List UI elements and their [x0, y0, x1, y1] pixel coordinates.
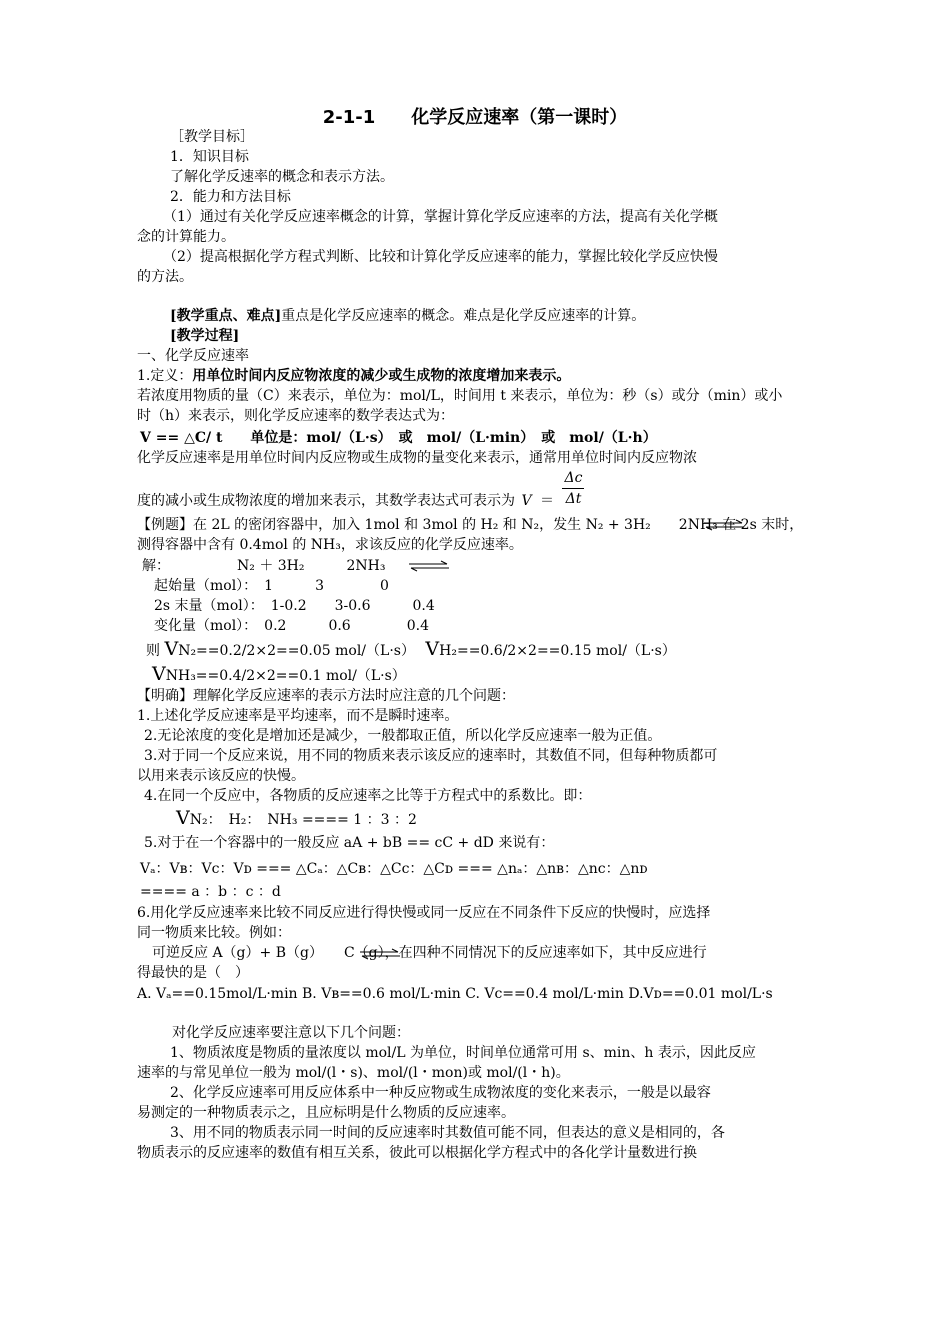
reversible-line-2: 得最快的是（ ） — [137, 965, 249, 981]
key-points-paragraph — [170, 306, 850, 326]
rate-nh3: NH₃==0.4/2×2==0.1 mol/（L·s） — [165, 668, 406, 684]
table-row-2s: 2s 末量（mol）： 1-0.2 3-0.6 0.4 — [154, 598, 435, 614]
point-5-equation-2: ==== a ：b ：c ：d — [140, 884, 281, 900]
point-6-line-1: 6.用化学反应速率来比较不同反应进行得快慢或同一反应在不同条件下反应的快慢时，应选择 — [137, 905, 711, 921]
units-line-2: 时（h）来表示，则化学反应速率的数学表达式为： — [137, 408, 455, 424]
reversible-line-1: 可逆反应 A（g）+ B（g） C（g），在四种不同情况下的反应速率如下，其中反应进行 — [152, 945, 707, 961]
point-5-equation: Vₐ：Vв：Vc：Vᴅ === △Cₐ：△Cв：△Cc：△Cᴅ === △nₐ：△nв：△nc：△nᴅ — [140, 861, 648, 877]
point-1: 1.上述化学反应速率是平均速率，而不是瞬时速率。 — [137, 708, 459, 724]
units-line-1: 若浓度用物质的量（C）来表示，单位为：mol/L，时间用 t 来表示，单位为：秒（s）或分（min）或小 — [137, 388, 783, 404]
process-label: [教学过程] — [170, 328, 240, 344]
objective-2-item-1-line-2: 念的计算能力。 — [137, 229, 235, 245]
rate-v-3: V — [152, 663, 166, 685]
solution-label: 解： — [142, 558, 170, 574]
rate-then: 则 — [146, 643, 165, 659]
equation-v: V — [521, 492, 532, 509]
equation-denominator: Δt — [565, 491, 582, 507]
rate-n2: N₂==0.2/2×2==0.05 mol/（L·s） — [178, 643, 415, 659]
note-3-line-1: 3、用不同的物质表示同一时间的反应速率时其数值可能不同，但表达的意义是相同的，各 — [170, 1125, 725, 1141]
key-points-label: [教学重点、难点] — [170, 308, 282, 324]
equation-equals: ＝ — [540, 492, 555, 509]
equation-numerator: Δc — [562, 468, 584, 489]
rate-formula: V == △C/ t 单位是：mol/（L·s） 或 mol/（L·min） 或 mol/（L·h） — [140, 430, 657, 446]
ratio-line — [176, 808, 856, 830]
note-1-line-1: 1、物质浓度是物质的量浓度以 mol/L 为单位，时间单位通常可用 s、min、h 表示，因此反应 — [170, 1045, 756, 1061]
point-2: 2.无论浓度的变化是增加还是减少，一般都取正值，所以化学反应速率一般为正值。 — [144, 728, 662, 744]
answer-options: A. Vₐ==0.15mol/L·min B. Vв==0.6 mol/L·min C. Vc==0.4 mol/L·min D.Vᴅ==0.01 mol/L·s — [137, 986, 773, 1002]
rate-v-1: V — [164, 638, 179, 660]
equilibrium-arrow-icon — [358, 948, 402, 960]
definition-prefix: 1.定义： — [137, 368, 193, 384]
description-line-2 — [137, 468, 817, 512]
point-3-line-1: 3.对于同一个反应来说，用不同的物质来表示该反应的速率时，其数值不同，但每种物质都可 — [144, 748, 718, 764]
description-line-2-text: 度的减小或生成物浓度的增加来表示，其数学表达式可表示为 — [137, 492, 515, 509]
rate-result-line-1 — [146, 639, 826, 661]
table-row-change: 变化量（mol）： 0.2 0.6 0.4 — [154, 618, 429, 634]
example-line-2: 测得容器中含有 0.4mol 的 NH₃，求该反应的化学反应速率。 — [137, 537, 523, 553]
objective-2-item-1-line-1: （1）通过有关化学反应速率概念的计算，掌握计算化学反应速率的方法，提高有关化学概 — [163, 209, 718, 225]
objective-2-label: 2．能力和方法目标 — [170, 189, 291, 205]
objectives-header: ［教学目标］ — [170, 129, 254, 145]
ratio-text: N₂： H₂： NH₃ ==== 1 ：3 ：2 — [189, 812, 417, 828]
note-2-line-1: 2、化学反应速率可用反应体系中一种反应物或生成物浓度的变化来表示，一般是以最容 — [170, 1085, 711, 1101]
key-points-text: 重点是化学反应速率的概念。难点是化学反应速率的计算。 — [281, 308, 646, 324]
objective-2-item-2-line-2: 的方法。 — [137, 269, 193, 285]
section-heading: 一、化学反应速率 — [137, 348, 249, 364]
objective-1-text: 了解化学反速率的概念和表示方法。 — [170, 169, 394, 185]
notes-header: 对化学反应速率要注意以下几个问题： — [172, 1025, 410, 1041]
objective-1-label: 1．知识目标 — [170, 149, 249, 165]
equation-fraction — [562, 468, 584, 509]
equilibrium-arrow-icon — [702, 519, 746, 531]
definition-text: 用单位时间内反应物浓度的减少或生成物的浓度增加来表示。 — [192, 368, 571, 384]
point-5: 5.对于在一个容器中的一般反应 aA + bB == cC + dD 来说有： — [144, 835, 555, 851]
point-6-line-2: 同一物质来比较。例如： — [137, 925, 291, 941]
rate-result-line-2 — [152, 664, 832, 686]
rate-v-2: V — [425, 638, 440, 660]
example-line-1: 【例题】在 2L 的密闭容器中，加入 1mol 和 3mol 的 H₂ 和 N₂，发生 N₂ + 3H₂ 2NH₃ 在 2s 末时， — [137, 517, 804, 533]
note-2-line-2: 易测定的一种物质表示之，且应标明是什么物质的反应速率。 — [137, 1105, 515, 1121]
page-title: 2-1-1 化学反应速率（第一课时） — [322, 107, 628, 128]
equilibrium-arrow-icon — [407, 560, 451, 572]
objective-2-item-2-line-1: （2）提高根据化学方程式判断、比较和计算化学反应速率的能力，掌握比较化学反应快慢 — [163, 249, 718, 265]
point-4: 4.在同一个反应中，各物质的反应速率之比等于方程式中的系数比。即： — [144, 788, 592, 804]
table-row-initial: 起始量（mol）： 1 3 0 — [154, 578, 389, 594]
definition-line — [137, 366, 817, 386]
solution-equation: N₂ ＋ 3H₂ 2NH₃ — [237, 558, 386, 574]
ratio-v: V — [176, 807, 190, 829]
clarify-heading: 【明确】理解化学反应速率的表示方法时应注意的几个问题： — [137, 688, 515, 704]
rate-h2: H₂==0.6/2×2==0.15 mol/（L·s） — [439, 643, 676, 659]
point-3-line-2: 以用来表示该反应的快慢。 — [137, 768, 305, 784]
note-3-line-2: 物质表示的反应速率的数值有相互关系，彼此可以根据化学方程式中的各化学计量数进行换 — [137, 1145, 697, 1161]
description-line-1: 化学反应速率是用单位时间内反应物或生成物的量变化来表示，通常用单位时间内反应物浓 — [137, 450, 697, 466]
note-1-line-2: 速率的与常见单位一般为 mol/(l・s)、mol/(l・mon)或 mol/(l・h)。 — [137, 1065, 570, 1081]
